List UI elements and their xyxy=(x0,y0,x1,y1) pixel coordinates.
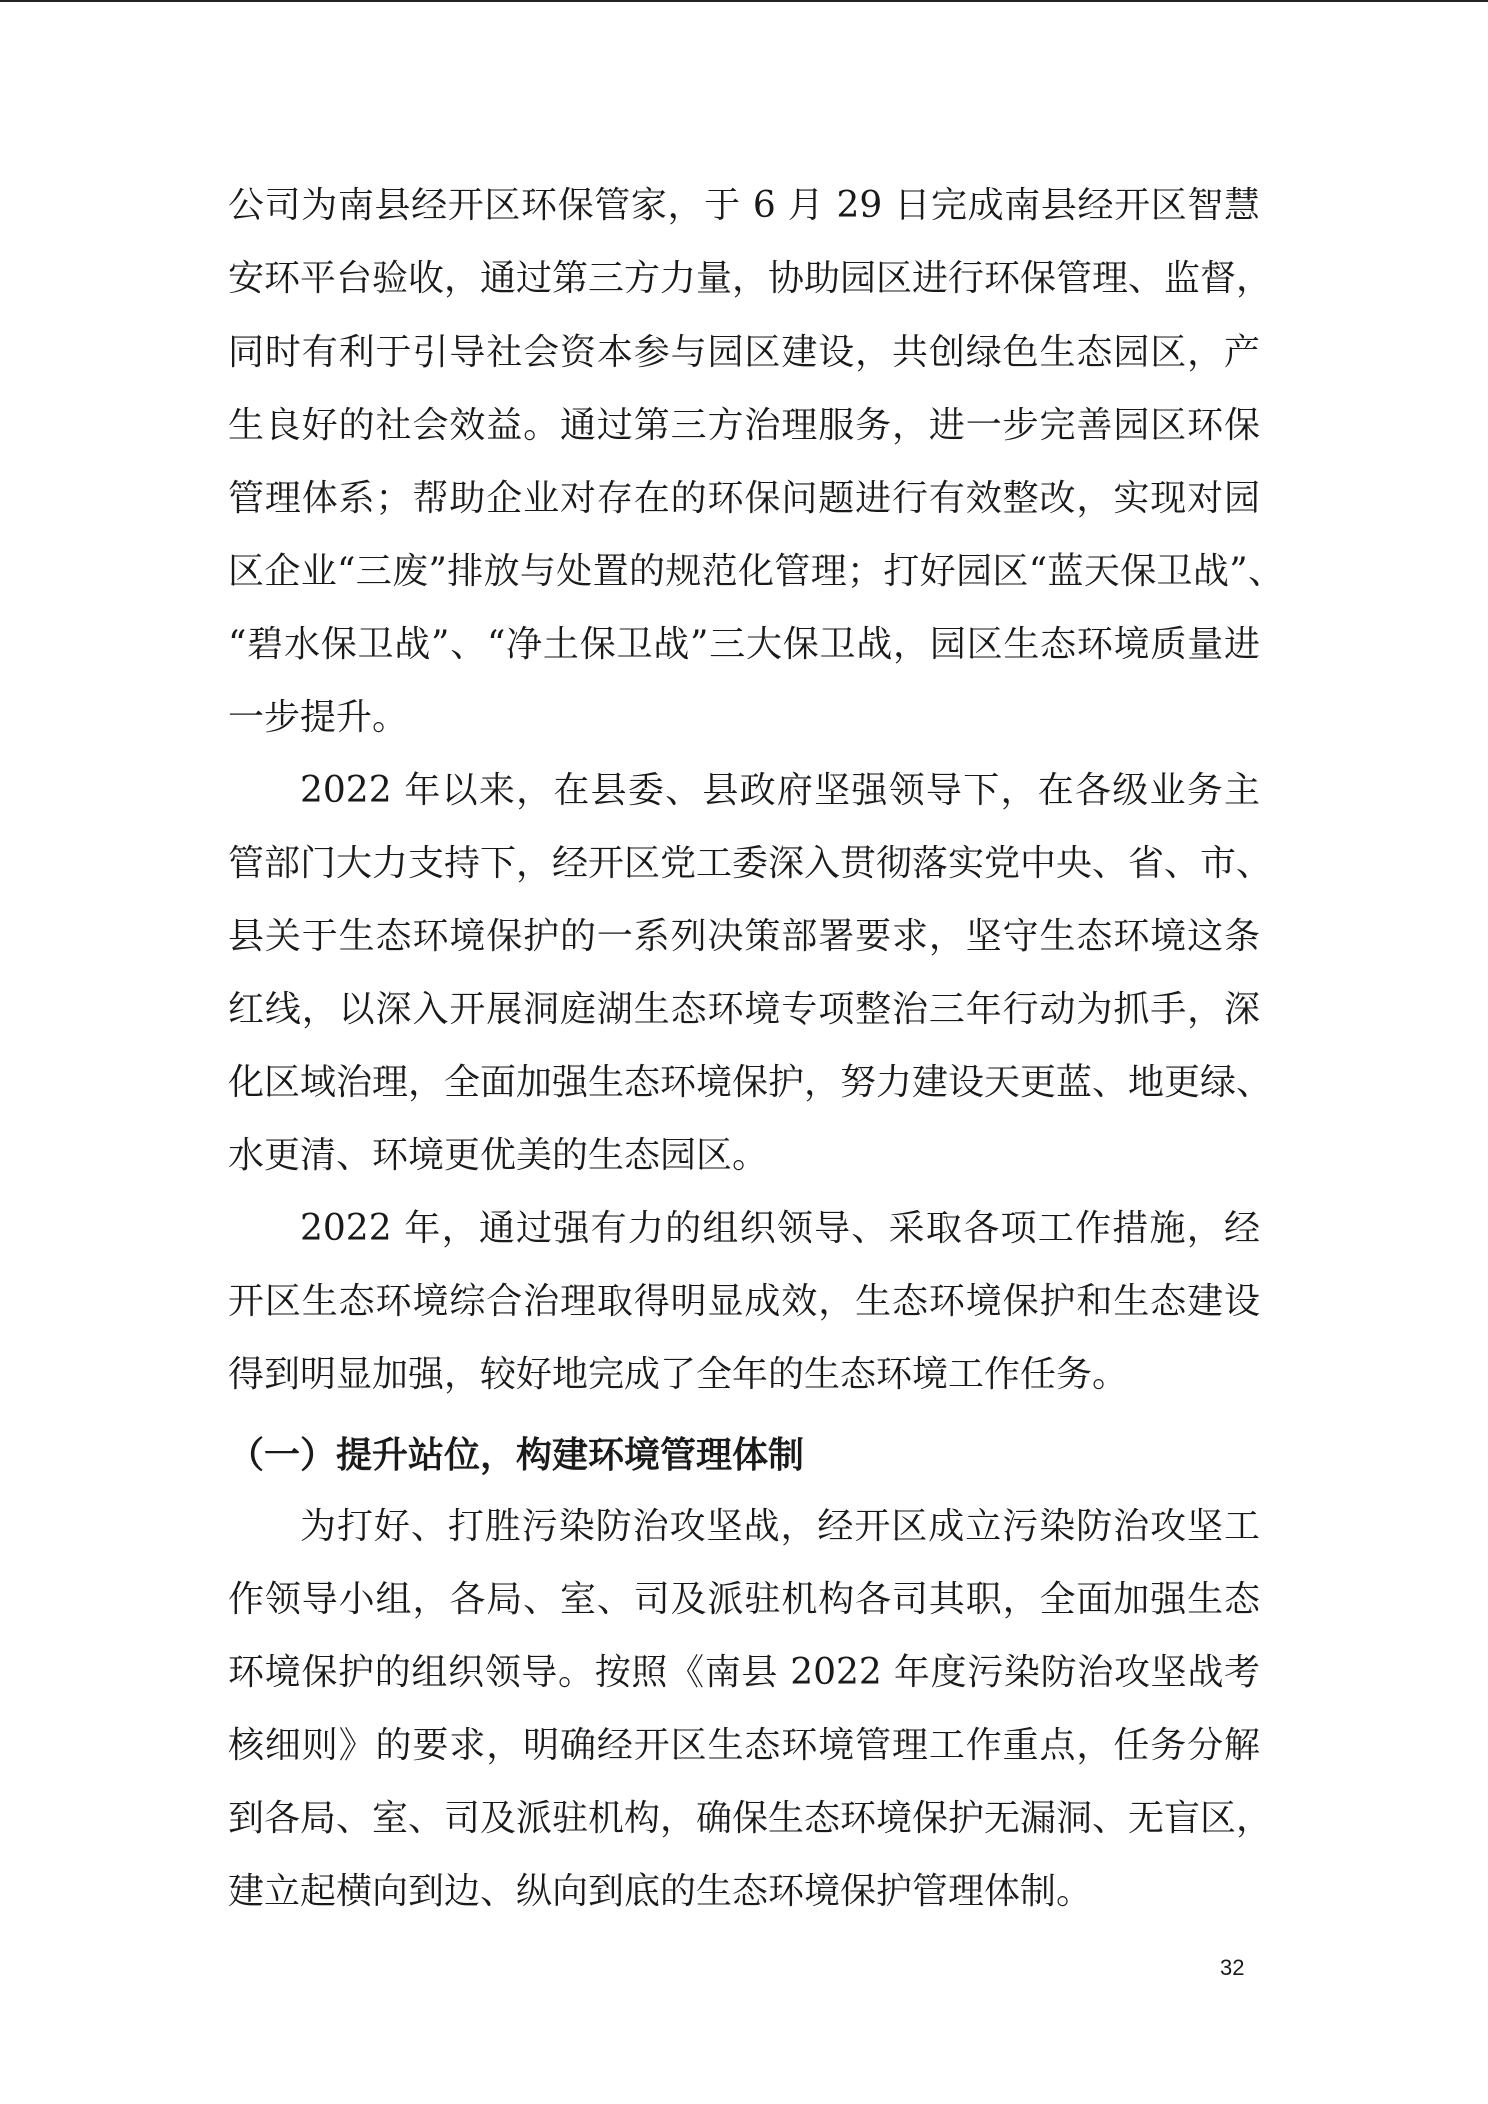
top-border-line xyxy=(0,0,1488,2)
section-heading: （一）提升站位，构建环境管理体制 xyxy=(228,1435,805,1476)
page-number: 32 xyxy=(1220,1955,1245,1980)
